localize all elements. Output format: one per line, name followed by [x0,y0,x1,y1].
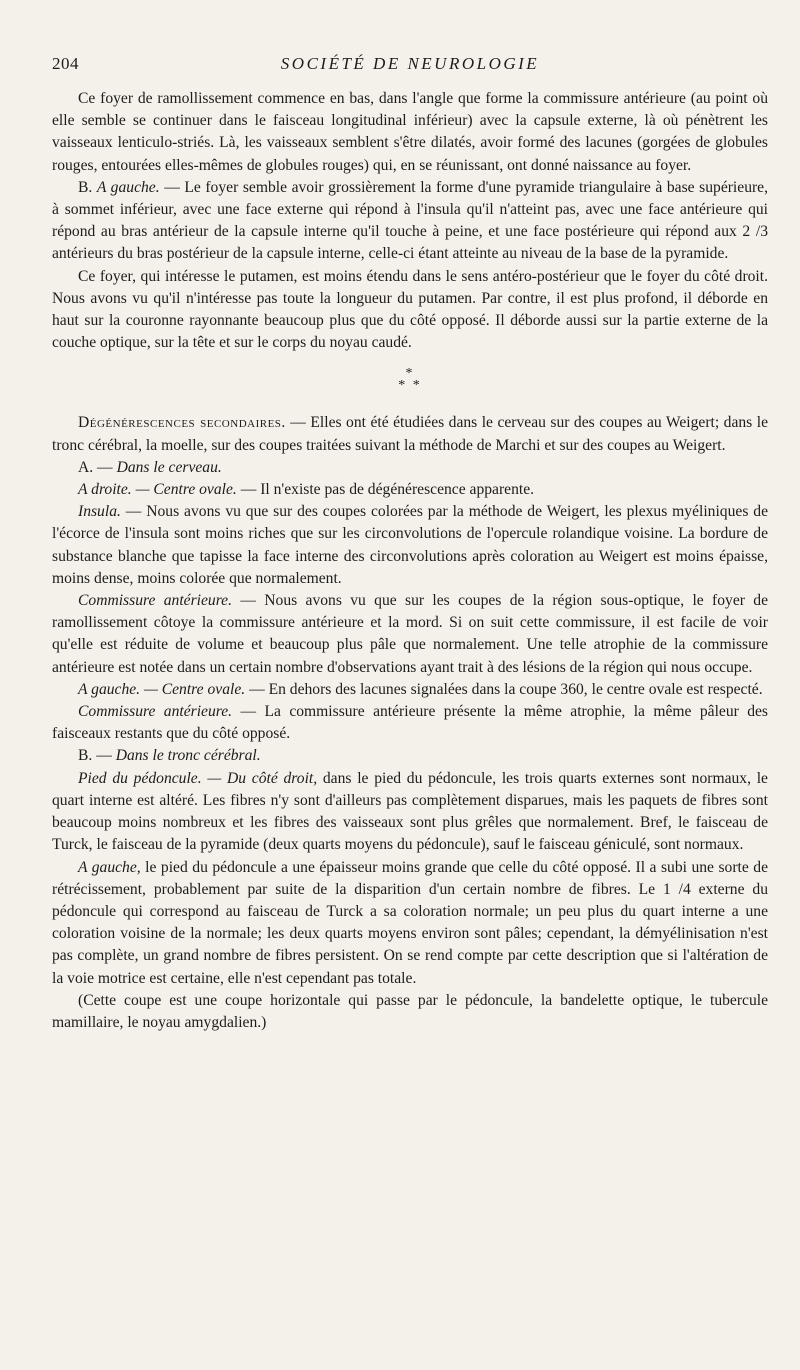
paragraph: Ce foyer, qui intéresse le putamen, est moins étendu dans le sens antéro-postérieur que le foyer du côté droit. Nous avons vu qu'il n'intéresse pas toute la longueur du putamen. Par contre, il est plus profond, il déborde en haut sur la couronne rayonnante beaucoup plus que du côté opposé. Il déborde aussi sur la partie externe de la couche optique, sur la tête et sur le corps du noyau caudé. [52,267,768,352]
running-head: SOCIÉTÉ DE NEUROLOGIE [280,54,540,73]
paragraph: (Cette coupe est une coupe horizontale qui passe par le pédoncule, la bandelette optique, le tubercule mamillaire, le noyau amygdalien.) [52,991,768,1031]
subheading: Commissure antérieure. [78,592,233,610]
asterism-top: * [405,366,415,382]
subheading: Dans le cerveau. [116,458,222,476]
paragraph [52,501,768,590]
page-header [52,54,768,78]
subheading: Dans le tronc cérébral. [115,747,261,765]
paragraph [52,857,768,990]
page-body [52,88,768,1034]
subheading: A gauche, [78,858,141,876]
paragraph-text: — Elles ont été étudiées dans le cerveau sur des coupes au Weigert; dans le tronc cérébral, la moelle, sur des coupes traitées suivant la méthode de Marchi et sur des coupes au Weigert. [52,414,768,454]
subheading: Insula. [78,503,121,521]
paragraph: Ce foyer de ramollissement commence en bas, dans l'angle que forme la commissure antérieure (au point où elle semble se continuer dans le faisceau longitudinal inférieur) avec la capsule externe, là où pénètrent les vaisseaux lenticulo-striés. Là, les vaisseaux semblent s'être dilatés, avoir formé des lacunes (gorgées de globules rouges, entourées elles-mêmes de globules rouges) qui, en se réunissant, ont donné naissance au foyer. [52,90,768,174]
subheading: A droite. — Centre ovale. [78,481,237,499]
subheading: Commissure antérieure. [78,703,233,721]
paragraph [52,745,768,767]
paragraph-text: — Il n'existe pas de dégénérescence apparente. [236,481,535,499]
paragraph [52,412,768,456]
paragraph [52,768,768,857]
paragraph [52,457,768,479]
section-label: B. — [78,747,116,765]
page-number: 204 [52,54,79,73]
paragraph-text: — Nous avons vu que sur des coupes colorées par la méthode de Weigert, les plexus myéliniques de l'écorce de l'insula sont moins riches que sur les circonvolutions de l'opercule rolandique voisine. La bordure de substance blanche que tapisse la face interne des circonvolutions après coloration au Weigert est moins épaisse, moins dense, moins colorée que normalement. [52,503,768,587]
section-label: A. — [78,458,117,476]
paragraph [52,679,768,701]
paragraph [52,479,768,501]
subheading: Pied du pédoncule. — Du côté droit, [78,769,318,787]
subheading: A gauche. — Centre ovale. [78,680,246,698]
paragraph-text: — Le foyer semble avoir grossièrement la forme d'une pyramide triangulaire à base supérieure, à sommet inférieur, avec une face externe qui répond à l'insula qu'il n'atteint pas, avec une face antérieure qui répond au bras antérieur de la capsule interne qu'il touche à peine, et une face postérieure qui répond aux 2 /3 antérieurs du bras postérieur de la capsule interne, celle-ci étant atteinte au niveau de la base de la pyramide. [52,178,768,263]
section-heading: Dégénérescences secondaires. [78,414,286,432]
paragraph [52,177,768,266]
paragraph-text: dans le pied du pédoncule, les trois quarts externes sont normaux, le quart interne est altéré. Les fibres n'y sont d'ailleurs pas complètement disparues, mais les paquets de fibres sont beaucoup moins nombreux et les fibres des vaisseaux sont plus grêles que normalement. Bref, le faisceau de Turck, le faisceau de la pyramide (deux quarts moyens du pédoncule), sauf le faisceau géniculé, sont normaux. [52,769,768,854]
paragraph-text: — La commissure antérieure présente la même atrophie, la même pâleur des faisceaux restants que du côté opposé. [52,703,768,743]
paragraph [52,590,768,679]
subheading: A gauche. [96,178,160,196]
asterism [52,368,768,392]
paragraph-text: le pied du pédoncule a une épaisseur moins grande que celle du côté opposé. Il a subi une sorte de rétrécissement, probablement par suite de la disparition d'un certain nombre de fibres. Le 1 /4 externe du pédoncule qui correspond au faisceau de Turck a sa coloration normale; un peu plus du quart interne a une coloration voisine de la normale; les deux quarts moyens environ sont pâles; cependant, la démyélinisation n'est pas complète, un grand nombre de fibres persistent. On se rend compte par cette description que si l'altération de la voie motrice est certaine, elle n'est cependant pas totale. [52,858,768,987]
paragraph [52,701,768,745]
paragraph-text: — En dehors des lacunes signalées dans la coupe 360, le centre ovale est respecté. [245,680,763,698]
paragraph-text: — Nous avons vu que sur les coupes de la région sous-optique, le foyer de ramollissement côtoye la commissure antérieure et la mord. Si on suit cette commissure, il est facile de voir qu'elle est réduite de volume et beaucoup plus pâle que normalement. Une telle atrophie de la commissure antérieure est notée dans un certain nombre d'observations ayant trait à des lésions de la région qui nous occupe. [52,592,768,676]
asterism-bottom: * * [398,378,422,394]
section-label: B. [78,178,97,196]
